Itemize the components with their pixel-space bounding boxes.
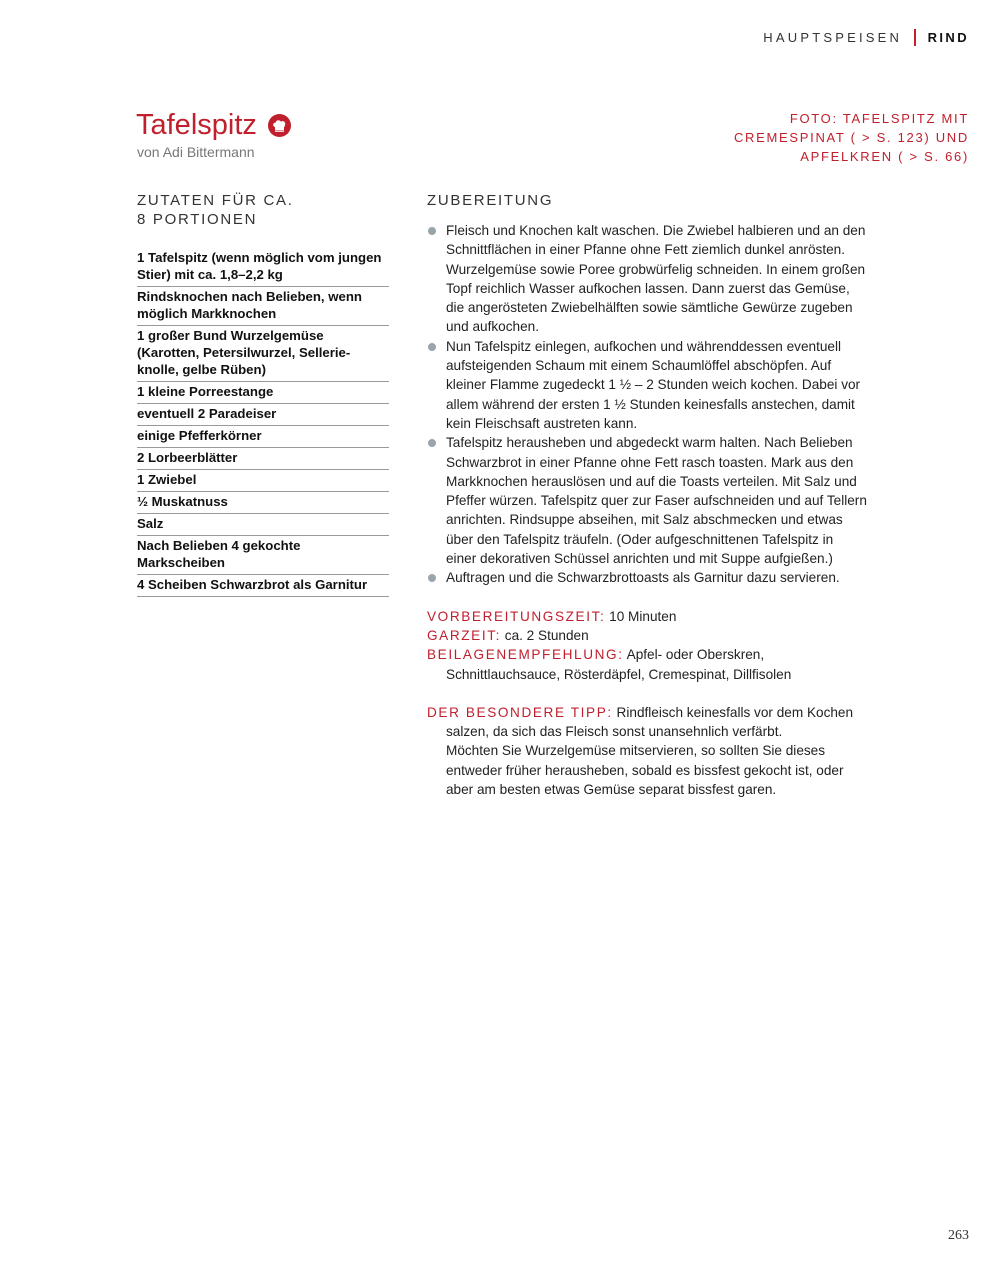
ingredient-item: Nach Belieben 4 gekochte Markscheiben (137, 536, 389, 575)
tip-text: Möchten Sie Wurzelgemüse mitservieren, so sollten Sie dieses entweder früher herausheben, sobald es bissfest gekocht ist, oder aber am besten etwas Gemüse separat bissfest garen. (446, 743, 844, 798)
preparation-step: Tafelspitz herausheben und abgedeckt warm halten. Nach Belieben Schwarzbrot in einer Pfanne ohne Fett rasch toasten. Mark aus den Markknochen herauslösen und auf die Toasts verteilen. Mit Salz und Pfeffer würzen. Tafelspitz quer zur Faser aufschneiden und auf Tellern anrichten. Rindsuppe abseihen, mit Salz abschmecken und etwas über den Tafelspitz träufeln. (Oder aufgeschnittenen Tafelspitz in einer dekorativen Schüssel anrichten und mit Suppe aufgießen.) (427, 433, 867, 568)
cook-time-value: ca. 2 Stunden (504, 627, 589, 643)
ingredient-item: Salz (137, 514, 389, 536)
side-dish-label: BEILAGENEMPFEHLUNG: (427, 647, 624, 663)
ingredient-item: Rindsknochen nach Belieben, wenn möglich Markknochen (137, 287, 389, 326)
ingredient-item: eventuell 2 Paradeiser (137, 404, 389, 426)
preparation-step: Fleisch und Knochen kalt waschen. Die Zwiebel halbieren und an den Schnittflächen in einer Pfanne ohne Fett ziemlich dunkel anrösten. Wurzelgemüse sowie Poree grobwürfelig schneiden. In einem großen Topf reichlich Wasser aufkochen lassen. Dann zuerst das Gemüse, die angerösteten Zwiebelhälften sowie sämtliche Gewürze zugeben und aufkochen. (427, 221, 867, 337)
tip-label: DER BESONDERE TIPP: (427, 704, 613, 720)
ingredients-heading-line: ZUTATEN FÜR CA. (137, 192, 294, 209)
section-label: HAUPTSPEISEN (763, 30, 903, 45)
ingredients-section (137, 191, 389, 597)
tip-paragraph (427, 741, 867, 799)
ingredient-item: 2 Lorbeerblätter (137, 448, 389, 470)
ingredient-item: ½ Muskatnuss (137, 492, 389, 514)
prep-time (427, 607, 867, 626)
recipe-author: von Adi Bittermann (137, 144, 255, 160)
recipe-title-row (136, 109, 291, 142)
preparation-step: Auftragen und die Schwarzbrottoasts als Garnitur dazu servieren. (427, 568, 867, 587)
recipe-title: Tafelspitz (136, 109, 257, 141)
photo-caption-line: FOTO: TAFELSPITZ MIT (789, 111, 969, 126)
preparation-section (427, 191, 867, 799)
cook-time-label: GARZEIT: (427, 627, 501, 643)
photo-caption (729, 109, 969, 166)
preparation-step: Nun Tafelspitz einlegen, aufkochen und währenddessen eventuell aufsteigenden Schaum mit einem Schaumlöffel abschöpfen. Auf kleiner Flamme zugedeckt 1 ½ – 2 Stunden weich kochen. Dabei vor allem während der ersten 1 ½ Stunden keinesfalls anstechen, damit kein Fleischsaft austreten kann. (427, 337, 867, 433)
running-header (763, 29, 969, 46)
ingredient-item: einige Pfefferkörner (137, 426, 389, 448)
chef-hat-icon (268, 114, 291, 137)
prep-time-value: 10 Minuten (609, 608, 677, 624)
preparation-heading: ZUBEREITUNG (427, 192, 554, 209)
page-number: 263 (948, 1228, 969, 1243)
ingredients-heading-line: 8 PORTIONEN (137, 211, 258, 228)
preparation-steps (427, 221, 867, 588)
tip-paragraph (427, 703, 867, 742)
ingredient-item: 1 Zwiebel (137, 470, 389, 492)
special-tip (427, 703, 867, 799)
side-dish-value: Apfel- oder Oberskren, Schnittlauchsauce, Rösterdäpfel, Cremespinat, Dillfisolen (446, 647, 792, 682)
prep-time-label: VORBEREITUNGSZEIT: (427, 608, 606, 624)
photo-caption-line: APFELKREN ( > S. 66) (800, 149, 969, 164)
ingredient-item: 4 Scheiben Schwarzbrot als Garnitur (137, 575, 389, 597)
photo-caption-line: CREMESPINAT ( > S. 123) UND (733, 130, 969, 145)
ingredient-item: 1 kleine Porreestange (137, 382, 389, 404)
ingredients-heading (137, 191, 389, 229)
tip-text: Rindfleisch keinesfalls vor dem Kochen salzen, da sich das Fleisch sonst unansehnlich verfärbt. (446, 704, 854, 740)
side-dish-recommendation (427, 645, 867, 684)
header-divider (914, 29, 916, 46)
recipe-meta (427, 607, 867, 684)
ingredient-item: 1 Tafelspitz (wenn möglich vom jungen Stier) mit ca. 1,8–2,2 kg (137, 248, 389, 287)
cook-time (427, 626, 867, 645)
ingredient-list (137, 248, 389, 597)
ingredient-item: 1 großer Bund Wurzelgemüse (Karotten, Petersilwurzel, Sellerie-knolle, gelbe Rüben) (137, 326, 389, 382)
category-label: RIND (927, 30, 969, 45)
